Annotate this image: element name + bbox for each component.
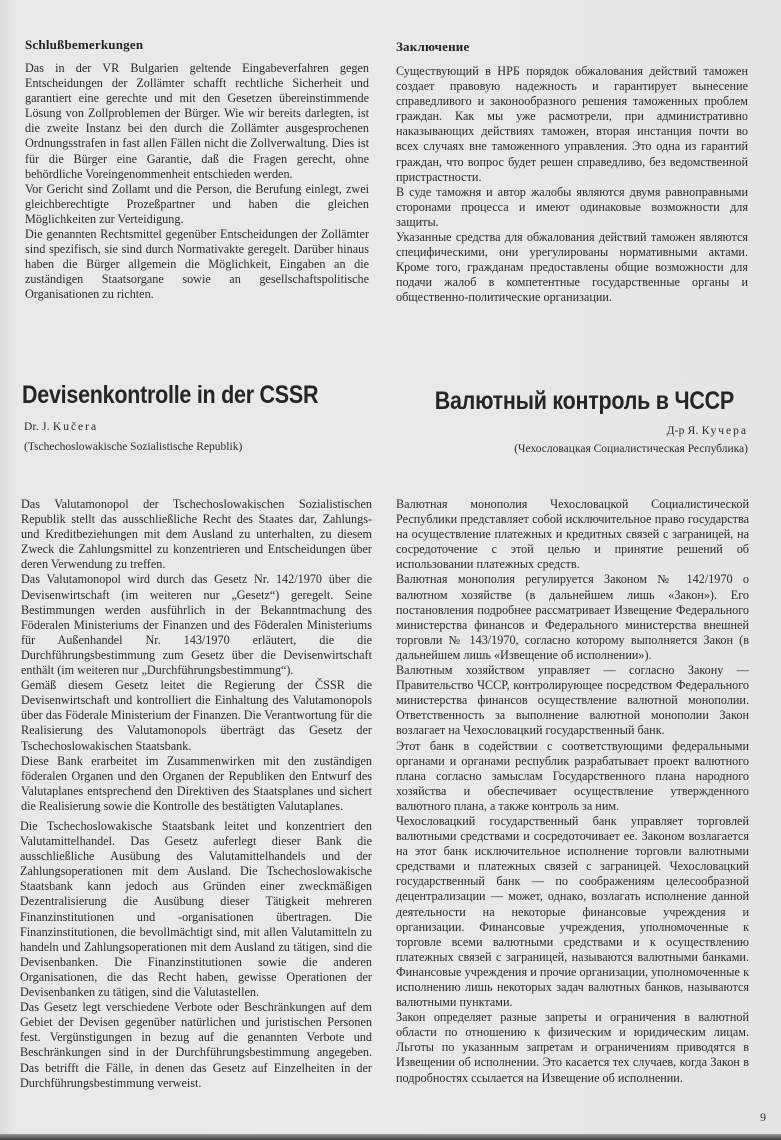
author-prefix: Д-р Я. xyxy=(666,425,699,437)
paragraph: Die genannten Rechtsmittel gegenüber Entscheidungen der Zollämter sind spezifisch, sie sind durch Normativakte geregelt. Darüber hinaus haben die Bürger allgemein die Möglichkeit, Eingaben an die zuständigen Staatsorgane sowie an gesellschaftspolitische Organisationen zu richten. xyxy=(25,227,369,302)
section-heading-ru: Заключение xyxy=(396,39,470,54)
scan-edge-shadow xyxy=(0,1134,781,1140)
paragraph: Diese Bank erarbeitet im Zusammenwirken mit den zuständigen föderalen Organen und den Organen der Republiken den Entwurf des Valutaplanes entsprechend den Direktiven des Staatsplanes und sichert die Realisierung sowie die Kontrolle des bestätigten Valutaplanes. xyxy=(21,753,372,813)
author-name: Kučera xyxy=(52,421,99,433)
author-prefix: Dr. J. xyxy=(24,421,50,433)
article-title-ru: Валютный контроль в ЧССР xyxy=(434,387,734,415)
paragraph: Валютная монополия регулируется Законом № 142/1970 о валютном хозяйстве (в дальнейшем лишь «Закон»). Его постановления подробнее рассматривает Извещение Федерального министерства финансов и Федерального министерства внешней торговли № 143/1970, согласно которому выполняется Закон (в дальнейшем лишь «Извещение об исполнении»). xyxy=(396,572,749,662)
article-title-de: Devisenkontrolle in der CSSR xyxy=(22,381,319,409)
paragraph: Das Valutamonopol der Tschechoslowakischen Sozialistischen Republik stellt das ausschließliche Recht des Staates dar, Zahlungs- und Kreditbeziehungen mit dem Ausland zu unterhalten, zu diesem Zweck die Zahlungsmittel zu konzentrieren und Entscheidungen über deren Verwendung zu treffen. xyxy=(21,497,372,572)
paragraph: Валютным хозяйством управляет — согласно Закону — Правительство ЧССР, контролирующее посредством Федерального министерства финансов осуществление валютной монополии. Ответственность за выполнение валютной монополии Закон возлагает на Чехословацкий государственный банк. xyxy=(396,663,749,738)
article-de-body-a xyxy=(21,497,372,814)
paragraph: Валютная монополия Чехословацкой Социалистической Республики представляет собой исключительное право государства на осуществление платежных и кредитных связей с заграницей, на сосредоточение с этой целью и принятие решений об использовании платежных средств. xyxy=(396,497,749,572)
conclusion-ru-text xyxy=(396,64,748,306)
section-heading-de: Schlußbemerkungen xyxy=(25,37,144,52)
paragraph: Закон определяет разные запреты и ограничения в валютной области по отношению к физическим и юридическим лицам. Льготы по указанным запретам и ограничениям приводятся в Извещении об исполнении. Это касается тех случаев, когда Закон в подробностях ссылается на Извещение об исполнении. xyxy=(396,1010,749,1085)
paragraph: Этот банк в содействии с соответствующими федеральными органами и органами республик разрабатывает проект валютного плана согласно замыслам Государственного плана народного хозяйства и обеспечивает осуществление утвержденного валютного плана, а также контроль за ним. xyxy=(396,738,749,813)
paragraph: Существующий в НРБ порядок обжалования действий таможен создает правовую надежность и гарантирует вынесение справедливого и законообразного решения таможенных проблем граждан. Как мы уже расмотрели, при административно наказывающих действиях таможен, вторая инстанция почти во всех случаях вне таможенного управления. Это одна из гарантий граждан, что вопрос будет решен справедливо, без ведомственной пристрастности. xyxy=(396,64,748,184)
affiliation-ru: (Чехословацкая Социалистическая Республика) xyxy=(514,443,748,455)
paragraph: В суде таможня и автор жалобы являются двумя равноправными сторонами процесса и имеют одинаковые возможности для защиты. xyxy=(396,184,748,229)
paragraph: Die Tschechoslowakische Staatsbank leitet und konzentriert den Valutamittelhandel. Das Gesetz auferlegt dieser Bank die ausschließliche Ausübung des Valutamittelhandels und der Zahlungsoperationen mit dem Ausland. Die Tschechoslowakische Staatsbank kann jedoch aus Gründen einer zweckmäßigen Dezentralisierung die Ausübung dieser Tätigkeit mehreren Finanzinstitutionen und -organisationen übertragen. Die Finanzinstitutionen, die bevollmächtigt sind, mit allen Valutamitteln zu handeln und Zahlungsoperationen mit dem Ausland zu tätigen, sind die Devisenbanken. Die Finanzinstitutionen sowie die anderen Organisationen, die das Recht haben, gewisse Operationen der Devisenbanken zu tätigen, sind die Valutastellen. xyxy=(20,819,372,1000)
paragraph: Das in der VR Bulgarien geltende Eingabeverfahren gegen Entscheidungen der Zollämter schafft rechtliche Sicherheit und garantiert eine gerechte und mit den Gesetzen übereinstimmende Lösung von Zollproblemen der Bürger. Wie wir bereits darlegten, ist die zweite Instanz bei den durch die Zollämter ausgesprochenen Ordnungsstrafen in fast allen Fällen nicht die Zollverwaltung. Dies ist für die Bürger eine Garantie, daß die Fragen gerecht, ohne behördliche Voreingenommenheit entschieden werden. xyxy=(25,61,369,181)
paragraph: Das Gesetz legt verschiedene Verbote oder Beschränkungen auf dem Gebiet der Devisen gegenüber natürlichen und juristischen Personen fest. Vergünstigungen in bezug auf die genannten Verbote und Beschränkungen sind in der Durchführungsbestimmung angegeben. Das betrifft die Fälle, in denen das Gesetz auf Einzelheiten in der Durchführungsbestimmung verweist. xyxy=(20,1000,372,1090)
affiliation-de: (Tschechoslowakische Sozialistische Republik) xyxy=(24,441,243,453)
paragraph: Gemäß diesem Gesetz leitet die Regierung der ČSSR die Devisenwirtschaft und kontrolliert die Einhaltung des Valutamonopols über das Föderale Ministerium der Finanzen. Die Verantwortung für die Realisierung des Valutamonopols überträgt das Gesetz der Tschechoslowakischen Staatsbank. xyxy=(21,678,372,753)
article-de-body-b xyxy=(20,819,372,1091)
paragraph: Указанные средства для обжалования действий таможен являются специфическими, они урегулированы нормативными актами. Кроме того, гражданам предоставлены общие возможности для подачи жалоб в компетентные государственные органы и общественно-политические организации. xyxy=(396,230,748,305)
author-de xyxy=(24,421,98,433)
author-name: Кучера xyxy=(701,425,748,437)
conclusion-de-text xyxy=(25,61,369,303)
article-ru-body xyxy=(396,497,749,1086)
paragraph: Чехословацкий государственный банк управляет торговлей валютными средствами и сосредоточивает ее. Законом возлагается на этот банк исключительное исполнение торговли валютными средствами и платежных связей с заграницей. Чехословацкий государственный банк — по соображениям целесообразной децентрализации — может, однако, возлагать исполнение данной деятельности на некоторые финансовые учреждения и организации. Финансовые учреждения, уполномоченные к торговле всеми валютными средствами и к осуществлению платежных связей с заграницей, называются валютными банками. Финансовые учреждения и прочие организации, уполномоченные к исполнению лишь некоторых задач валютных банков, называются валютными пунктами. xyxy=(396,813,749,1010)
page-number: 9 xyxy=(760,1110,766,1124)
author-ru xyxy=(667,425,748,437)
paragraph: Das Valutamonopol wird durch das Gesetz Nr. 142/1970 über die Devisenwirtschaft (im weiteren nur „Gesetz“) geregelt. Seine Bestimmungen werden ausführlich in der Bekanntmachung des Föderalen Ministeriums der Finanzen und des Föderalen Ministeriums für Außenhandel Nr. 143/1970 erläutert, die die Durchführungsbestimmung zum Gesetz über die Devisenwirtschaft enthält (im weiteren nur „Durchführungsbestimmung“). xyxy=(21,572,372,678)
paragraph: Vor Gericht sind Zollamt und die Person, die Berufung einlegt, zwei gleichberechtigte Prozeßpartner und haben die gleichen Möglichkeiten zur Verteidigung. xyxy=(25,181,369,226)
